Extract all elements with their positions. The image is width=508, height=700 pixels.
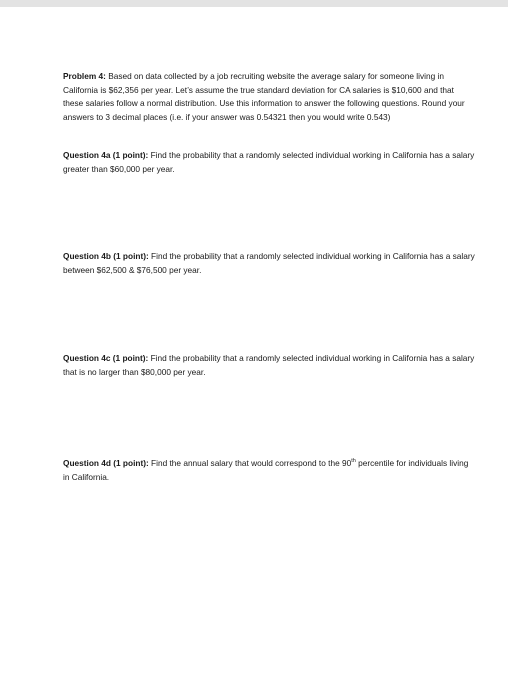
question-4c-label: Question 4c (1 point):: [63, 353, 149, 363]
question-4a-label: Question 4a (1 point):: [63, 150, 149, 160]
problem-4-text: Based on data collected by a job recruiting website the average salary for someone living in California is $62,356 per year. Let’s assume the true standard deviation for CA salaries is $10,600 and that these salaries follow a normal distribution. Use this information to answer the following questions. Round your answers to 3 decimal places (i.e. if your answer was 0.54321 then you would write 0.543): [63, 71, 465, 122]
question-4d-text-before: Find the annual salary that would correspond to the 90: [148, 458, 352, 468]
question-4b-text: Find the probability that a randomly selected individual working in California has a salary between $62,500 & $76,500 per year.: [63, 251, 475, 275]
question-4d-superscript: th: [351, 458, 356, 465]
question-4b-label: Question 4b (1 point):: [63, 251, 149, 261]
question-4b: [63, 250, 475, 277]
question-4c-text: Find the probability that a randomly selected individual working in California has a salary that is no larger than $80,000 per year.: [63, 353, 475, 377]
question-4a-paragraph: [63, 149, 475, 176]
problem-4-statement: [63, 70, 475, 124]
question-4d-paragraph: [63, 457, 475, 484]
question-4a-text: Find the probability that a randomly selected individual working in California has a salary greater than $60,000 per year.: [63, 150, 475, 174]
question-4c-paragraph: [63, 352, 475, 379]
problem-4-label: Problem 4:: [63, 71, 106, 81]
problem-4-paragraph: [63, 70, 475, 124]
top-toolbar-strip: [0, 0, 508, 7]
question-4d: [63, 457, 475, 484]
question-4c: [63, 352, 475, 379]
question-4a: [63, 149, 475, 176]
question-4b-paragraph: [63, 250, 475, 277]
question-4d-text-after: percentile for individuals living in California.: [63, 458, 469, 482]
question-4d-label: Question 4d (1 point):: [63, 458, 149, 468]
